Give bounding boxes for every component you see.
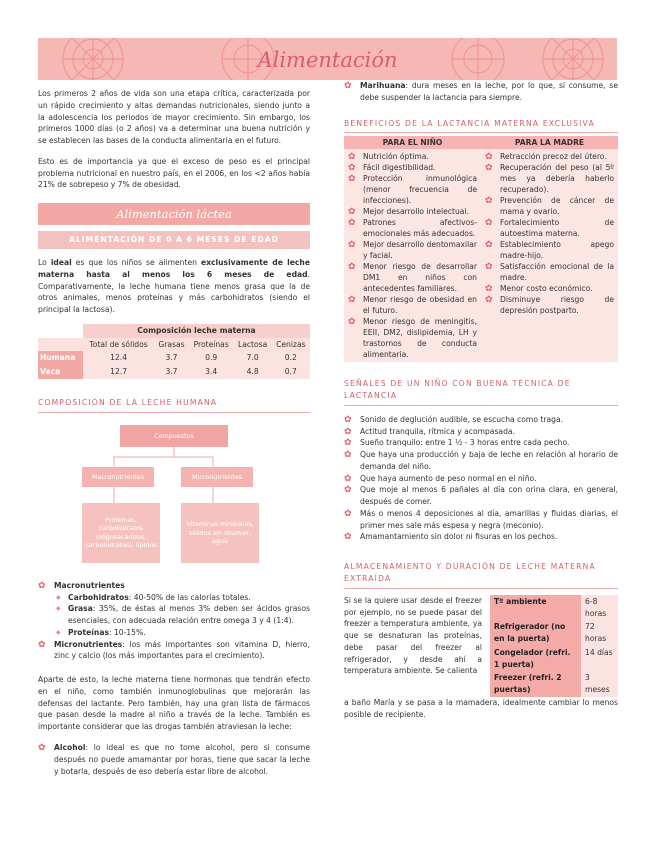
- table-cell: 3.4: [189, 365, 234, 379]
- bold-run: Carbohidratos: [68, 592, 129, 602]
- table-cell: 12.4: [83, 351, 154, 365]
- text-run: : lo ideal es que no tome alcohol, pero si consume después no puede amamantar por horas, tiene que sacar la leche y botarla, después de eso debería estar libre de alcohol.: [54, 742, 310, 776]
- benefits-mother-list: [481, 149, 618, 362]
- table-header: [38, 338, 83, 352]
- table-row: [490, 620, 618, 646]
- drug-list: [38, 742, 310, 777]
- table-cell: 6-8 horas: [581, 595, 618, 621]
- text-run: Que haya una producción y baja de leche en relación al horario de demanda del niño.: [360, 450, 618, 471]
- list-item: [348, 206, 477, 217]
- list-item: [38, 639, 310, 663]
- macro-sublist: [54, 592, 310, 639]
- flower-bullet-icon: ✿: [344, 426, 352, 437]
- table-row: [38, 351, 310, 365]
- diagram-root-node: Compuestos: [120, 425, 228, 447]
- table-caption: Composición leche materna: [83, 324, 310, 338]
- text-run: Menor riesgo de obesidad en el futuro.: [363, 295, 477, 316]
- flower-bullet-icon: ✿: [344, 81, 352, 91]
- list-item: [485, 261, 614, 283]
- list-item: [348, 217, 477, 239]
- list-item: [348, 162, 477, 173]
- text-run: Menor riesgo de desarrollar DM1 en niños con antecedentes familiares.: [363, 262, 477, 294]
- table-cell: 0.7: [272, 365, 310, 379]
- text-run: Establecimiento apego madre-hijo.: [500, 240, 614, 261]
- bold-run: Macronutrientes: [54, 580, 125, 590]
- table-cell: 3.7: [154, 365, 189, 379]
- text-run: Sonido de deglución audible, se escucha como traga.: [360, 414, 564, 424]
- bold-run: Proteínas: [68, 627, 109, 637]
- flower-bullet-icon: ✿: [348, 207, 356, 218]
- bold-run: Marihuana: [360, 81, 406, 90]
- table-cell: [38, 324, 83, 338]
- list-item: [344, 449, 618, 473]
- flower-bullet-icon: ✿: [38, 639, 46, 650]
- table-cell: 12.7: [83, 365, 154, 379]
- text-run: Menor costo económico.: [500, 284, 593, 294]
- flower-bullet-icon: ✿: [344, 473, 352, 484]
- table-row: [490, 595, 618, 621]
- table-cell: 72 horas: [581, 620, 618, 646]
- nutrient-list: [38, 580, 310, 662]
- text-run: Satisfacción emocional de la madre.: [500, 262, 614, 283]
- list-item: [344, 414, 618, 426]
- row-label: Refrigerador (no en la puerta): [490, 620, 581, 646]
- drug-list-continued: [344, 80, 618, 104]
- subsection-title: ALIMENTACIÓN DE 0 A 6 MESES DE EDAD: [38, 231, 310, 249]
- flower-bullet-icon: ✿: [348, 163, 356, 174]
- table-row: [490, 646, 618, 672]
- composition-diagram: [38, 421, 310, 576]
- diagram-macro-node: Macronutrientes: [82, 467, 154, 487]
- benefits-child-list: [344, 149, 481, 362]
- list-item: [344, 531, 618, 543]
- intro-paragraph: Esto es de importancia ya que el exceso de peso es el principal problema nutricional en nuestro país, en el 2006, en los <2 años había 21% de sobrepeso y 7% de obesidad.: [38, 156, 310, 190]
- table-row: [38, 365, 310, 379]
- text-run: Fortalecimiento de autoestima materna.: [500, 218, 614, 239]
- list-item: [54, 627, 310, 639]
- diagram-micro-node: Micronutrientes: [181, 467, 253, 487]
- signs-list: [344, 414, 618, 543]
- right-column: [344, 80, 618, 720]
- flower-bullet-icon: ✿: [344, 532, 352, 543]
- list-item: [485, 162, 614, 195]
- list-item: [38, 742, 310, 777]
- title-banner: [38, 38, 617, 80]
- list-item: [485, 217, 614, 239]
- text-run: : 35%, de éstas al menos 3% deben ser ácidos grasos esenciales, con adecuada relación entre omega 3 y 4 (1:4).: [68, 604, 310, 626]
- table-header: Proteínas: [189, 338, 234, 352]
- text-run: Mejor desarrollo dentomaxilar y facial.: [363, 240, 477, 261]
- storage-block: [344, 595, 618, 697]
- text-run: Que haya aumento de peso normal en el niño.: [360, 473, 537, 483]
- text-run: : dura meses en la leche, por lo que, si consume, se debe suspender la lactancia para siempre.: [360, 81, 618, 102]
- list-item: [344, 484, 618, 508]
- list-item: [344, 426, 618, 438]
- row-label: Humana: [38, 351, 83, 365]
- table-cell: 3 meses: [581, 671, 618, 697]
- flower-bullet-icon: ✿: [485, 240, 493, 251]
- list-item: [485, 195, 614, 217]
- list-item: [344, 437, 618, 449]
- benefits-child-header: PARA EL NIÑO: [344, 136, 481, 149]
- list-item: [485, 294, 614, 316]
- section-heading: BENEFICIOS DE LA LACTANCIA MATERNA EXCLUSIVA: [344, 118, 618, 134]
- row-label: Tº ambiente: [490, 595, 581, 621]
- composition-table: [38, 324, 310, 379]
- section-heading: ALMACENAMIENTO Y DURACIÓN DE LECHE MATERNA EXTRAÍDA: [344, 561, 618, 589]
- flower-bullet-icon: ✿: [348, 240, 356, 251]
- flower-bullet-icon: ✿: [344, 450, 352, 461]
- text-run: es que los niños se alimenten: [71, 258, 201, 268]
- table-cell: 0.2: [272, 351, 310, 365]
- list-item: [348, 151, 477, 162]
- diamond-bullet-icon: ◆: [56, 628, 61, 636]
- text-run: Que moje al menos 6 pañales al día con orina clara, en general, después de comer.: [360, 485, 618, 507]
- text-run: Mejor desarrollo intelectual.: [363, 207, 469, 217]
- text-run: Prevención de cáncer de mama y ovario.: [500, 196, 614, 217]
- table-header: Cenizas: [272, 338, 310, 352]
- benefits-table: [344, 149, 618, 362]
- flower-bullet-icon: ✿: [38, 580, 46, 591]
- diagram-macro-leaf: Proteínas, carbohidratos (oligosacáridos, carbohidratos), lípidos: [82, 503, 160, 563]
- table-cell: 4.8: [234, 365, 272, 379]
- diamond-bullet-icon: ◆: [56, 593, 61, 601]
- table-header: Lactosa: [234, 338, 272, 352]
- bold-run: exclusivamente de leche materna hasta al menos los 6 meses de edad: [38, 258, 310, 279]
- table-cell: 3.7: [154, 351, 189, 365]
- flower-bullet-icon: ✿: [348, 295, 356, 306]
- flower-bullet-icon: ✿: [344, 485, 352, 496]
- storage-paragraph-end: a baño María y se pasa a la mamadera, idealmente cambiar lo menos posible de recipiente.: [344, 697, 618, 719]
- text-run: Nutrición óptima.: [363, 152, 429, 162]
- flower-bullet-icon: ✿: [38, 742, 46, 753]
- flower-bullet-icon: ✿: [485, 218, 493, 229]
- text-run: Patrones afectivos-emocionales más adecuados.: [363, 218, 477, 239]
- bold-run: Alcohol: [54, 742, 86, 752]
- flower-bullet-icon: ✿: [485, 284, 493, 295]
- flower-bullet-icon: ✿: [348, 218, 356, 229]
- flower-bullet-icon: ✿: [348, 262, 356, 273]
- section-heading: COMPOSICIÓN DE LA LECHE HUMANA: [38, 397, 310, 413]
- text-run: Lo: [38, 258, 51, 268]
- flower-bullet-icon: ✿: [485, 295, 493, 306]
- text-run: Disminuye riesgo de depresión postparto.: [500, 295, 614, 316]
- flower-bullet-icon: ✿: [485, 152, 493, 163]
- text-run: Actitud tranquila, rítmica y acompasada.: [360, 426, 515, 436]
- list-item: [348, 173, 477, 206]
- ideal-paragraph: [38, 257, 310, 316]
- diagram-micro-leaf: Vitaminas minerales, sólidos sin disolver, agua: [181, 503, 259, 563]
- text-run: Amamantamiento sin dolor ni fisuras en los pechos.: [360, 532, 558, 542]
- flower-bullet-icon: ✿: [344, 414, 352, 425]
- list-item: [54, 592, 310, 604]
- table-row: [490, 671, 618, 697]
- flower-bullet-icon: ✿: [485, 262, 493, 273]
- bold-run: ideal: [50, 258, 72, 268]
- flower-bullet-icon: ✿: [485, 163, 493, 174]
- list-item: [485, 283, 614, 294]
- text-run: . Comparativamente, la leche humana tiene menos grasa que la de otros animales, menos proteínas y más carbohidratos (siendo el principal la lactosa).: [38, 269, 310, 315]
- flower-bullet-icon: ✿: [485, 196, 493, 207]
- text-run: : 10-15%.: [108, 627, 146, 637]
- table-cell: 7.0: [234, 351, 272, 365]
- row-label: Freezer (refri. 2 puertas): [490, 671, 581, 697]
- list-item: [344, 80, 618, 104]
- list-item: [348, 239, 477, 261]
- benefits-mother-header: PARA LA MADRE: [481, 136, 618, 149]
- list-item: [344, 508, 618, 532]
- diamond-bullet-icon: ◆: [56, 605, 61, 613]
- text-run: Sueño tranquilo: entre 1 ½ - 3 horas entre cada pecho.: [360, 438, 570, 448]
- text-run: Retracción precoz del útero.: [500, 152, 607, 162]
- text-run: Fácil digestibilidad.: [363, 163, 436, 173]
- text-run: Más o menos 4 deposiciones al día, amarillas y fluidas diarias, el primer mes sale más espesa y negra (meconio).: [360, 508, 618, 530]
- row-label: Vaca: [38, 365, 83, 379]
- table-header-row: [38, 338, 310, 352]
- text-run: : los más importantes son vitamina D, hierro, zinc y calcio (los más importantes para el crecimiento).: [54, 639, 310, 661]
- table-cell: 14 días: [581, 646, 618, 672]
- table-header: Total de sólidos: [83, 338, 154, 352]
- storage-table: [490, 595, 618, 697]
- row-label: Congelador (refri. 1 puerta): [490, 646, 581, 672]
- flower-bullet-icon: ✿: [348, 152, 356, 163]
- hormones-paragraph: Aparte de esto, la leche materna tiene hormonas que tendrán efecto en el niño, como también inmunoglobulinas que mejorarán las defensas del lactante. Pero también, hay una gran lista de fármacos que pasan desde la madre al niño a través de la leche. También es importante considerar que las drogas también atraviesan la leche:: [38, 675, 310, 732]
- flower-bullet-icon: ✿: [344, 508, 352, 519]
- text-run: Menor riesgo de meningitis, EEII, DM2, dislipidemia, LH y trastornos de conducta alimentaria.: [363, 317, 477, 360]
- list-item: [485, 239, 614, 261]
- text-run: : 40-50% de las calorías totales.: [128, 592, 251, 602]
- table-header: Grasas: [154, 338, 189, 352]
- list-item: [344, 473, 618, 485]
- storage-paragraph: Si se la quiere usar desde el freezer por ejemplo, no se puede pasar del freezer a temperatura ambiente, ya que se desnaturan las proteínas, debe pasar del freezer al refrigerador, y desde ahí a temperatura ambiente. Se calienta: [344, 595, 482, 676]
- list-item: [348, 261, 477, 294]
- text-run: Recuperación del peso (al 5º mes ya debería haberlo recuperado).: [500, 163, 614, 195]
- section-heading: SEÑALES DE UN NIÑO CON BUENA TÉCNICA DE LACTANCIA: [344, 378, 618, 406]
- list-item: [38, 580, 310, 639]
- section-title: Alimentación láctea: [38, 203, 310, 225]
- benefits-header: [344, 136, 618, 149]
- page-title: Alimentación: [257, 48, 398, 72]
- intro-paragraph: Los primeros 2 años de vida son una etapa crítica, caracterizada por un rápido crecimiento y altas demandas nutricionales, siendo junto a la adolescencia los periodos de mayor crecimiento. Sin embargo, los primeros 1000 días (o 2 años) va a determinar una buena nutrición y se establecen las bases de la conducta alimentaria en el futuro.: [38, 89, 310, 146]
- list-item: [54, 603, 310, 627]
- list-item: [348, 294, 477, 316]
- left-column: [38, 88, 310, 777]
- table-cell: 0.9: [189, 351, 234, 365]
- list-item: [485, 151, 614, 162]
- bold-run: Grasa: [68, 604, 93, 614]
- flower-bullet-icon: ✿: [344, 438, 352, 449]
- flower-bullet-icon: ✿: [348, 174, 356, 185]
- flower-bullet-icon: ✿: [348, 317, 356, 328]
- bold-run: Micronutrientes: [54, 639, 123, 649]
- text-run: Protección inmunológica (menor frecuencia de infecciones).: [363, 174, 477, 206]
- list-item: [348, 316, 477, 360]
